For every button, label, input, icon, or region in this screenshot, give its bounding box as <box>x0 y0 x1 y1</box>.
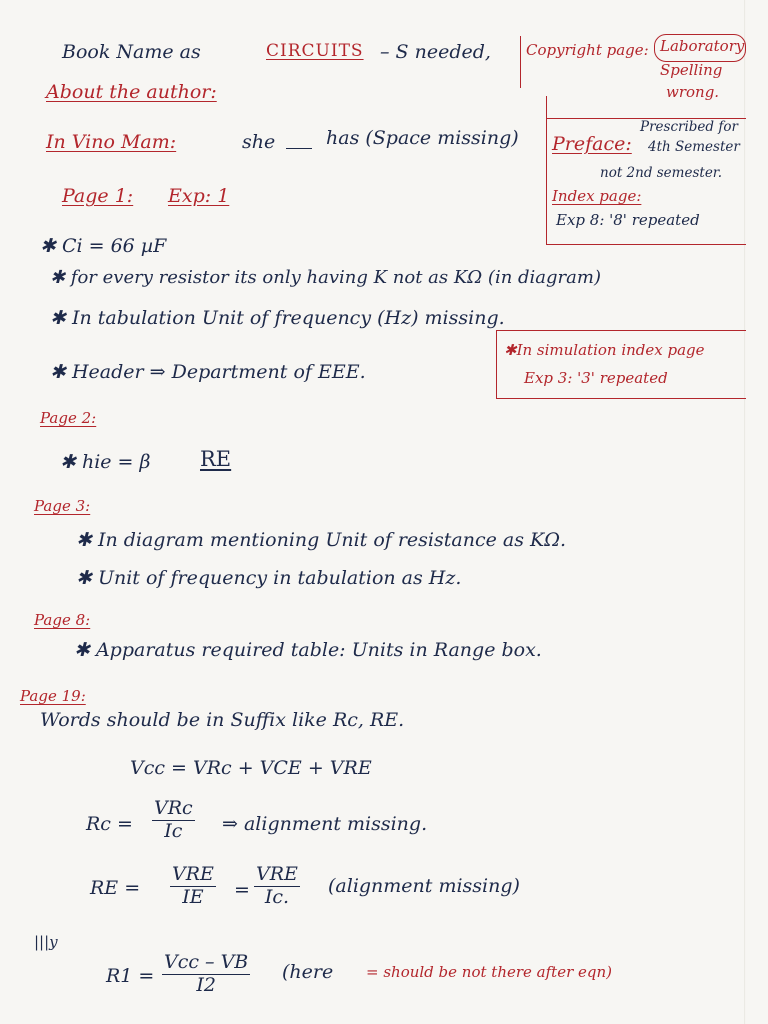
re-denominator-2: Ic. <box>264 885 290 908</box>
likewise-mark: |||y <box>34 933 58 951</box>
page3-heading: Page 3: <box>34 497 91 515</box>
page-fold-shadow <box>744 0 746 1024</box>
preface-label: Preface: <box>552 133 632 155</box>
index-page-label: Index page: <box>552 187 642 205</box>
simulation-index-line: ✱In simulation index page <box>504 341 705 359</box>
index-box-bottom <box>546 244 746 245</box>
re-numerator: VRE <box>172 863 214 885</box>
space-missing-note: has (Space missing) <box>326 127 519 149</box>
page19-heading: Page 19: <box>20 687 86 705</box>
rc-alignment-note: ⇒ alignment missing. <box>222 813 428 835</box>
rc-numerator: VRc <box>154 797 193 819</box>
here-note: (here <box>282 961 334 983</box>
wrong-word: wrong. <box>666 83 720 101</box>
s-needed-note: – S needed, <box>380 41 491 63</box>
rc-fraction <box>152 798 195 843</box>
rc-denominator: Ic <box>164 819 183 842</box>
ci-value-line: ✱ Ci = 66 µF <box>40 235 167 257</box>
blank-underscore <box>286 148 312 149</box>
exp3-repeated-line: Exp 3: '3' repeated <box>524 369 668 387</box>
exp1-heading: Exp: 1 <box>168 185 230 207</box>
about-author-heading: About the author: <box>46 81 217 103</box>
r1-numerator: Vcc – VB <box>164 951 249 973</box>
fourth-semester-text: 4th Semester <box>648 139 740 155</box>
re-fraction <box>170 864 216 909</box>
re-lhs: RE = <box>90 877 141 899</box>
re-second-equals: = <box>234 879 250 901</box>
apparatus-table-line: ✱ Apparatus required table: Units in Range box. <box>74 639 542 661</box>
r1-fraction <box>162 952 250 997</box>
simulation-box-divider <box>496 330 497 398</box>
resistor-unit-line: ✱ for every resistor its only having K not as KΩ (in diagram) <box>50 267 601 288</box>
not-second-semester-text: not 2nd semester. <box>600 165 723 181</box>
book-name-label: Book Name as <box>62 41 201 63</box>
r1-denominator: I2 <box>196 973 216 996</box>
vcc-equation: Vcc = VRc + VCE + VRE <box>130 757 372 779</box>
copyright-box-divider <box>520 36 521 88</box>
suffix-words-line: Words should be in Suffix like Rc, RE. <box>40 709 405 731</box>
exp8-repeated-text: Exp 8: '8' repeated <box>556 211 700 229</box>
simulation-box-bottom <box>496 398 746 399</box>
re-alignment-note: (alignment missing) <box>328 875 520 897</box>
frequency-unit-hz-line: ✱ Unit of frequency in tabulation as Hz. <box>76 567 462 589</box>
re-term: RE <box>200 447 232 471</box>
page1-heading: Page 1: <box>62 185 134 207</box>
she-word: she <box>242 131 276 153</box>
frequency-unit-line: ✱ In tabulation Unit of frequency (Hz) missing. <box>50 307 505 329</box>
page2-heading: Page 2: <box>40 409 97 427</box>
spelling-word: Spelling <box>660 61 723 79</box>
circuits-word: CIRCUITS <box>266 41 364 61</box>
copyright-page-label: Copyright page: <box>526 41 649 59</box>
hie-formula: ✱ hie = β <box>60 451 151 473</box>
rc-lhs: Rc = <box>86 813 133 835</box>
diagram-resistance-unit-line: ✱ In diagram mentioning Unit of resistance as KΩ. <box>76 529 566 551</box>
re-numerator-2: VRE <box>256 863 298 885</box>
simulation-box-top <box>496 330 746 331</box>
r1-lhs: R1 = <box>106 965 155 987</box>
equals-not-needed-note: = should be not there after eqn) <box>366 963 612 981</box>
laboratory-word: Laboratory <box>660 37 745 55</box>
prescribed-for-text: Prescribed for <box>640 119 738 135</box>
page8-heading: Page 8: <box>34 611 91 629</box>
re-fraction-2 <box>254 864 300 909</box>
re-denominator: IE <box>182 885 204 908</box>
header-department-line: ✱ Header ⇒ Department of EEE. <box>50 361 366 383</box>
in-vino-mam-label: In Vino Mam: <box>46 131 177 153</box>
